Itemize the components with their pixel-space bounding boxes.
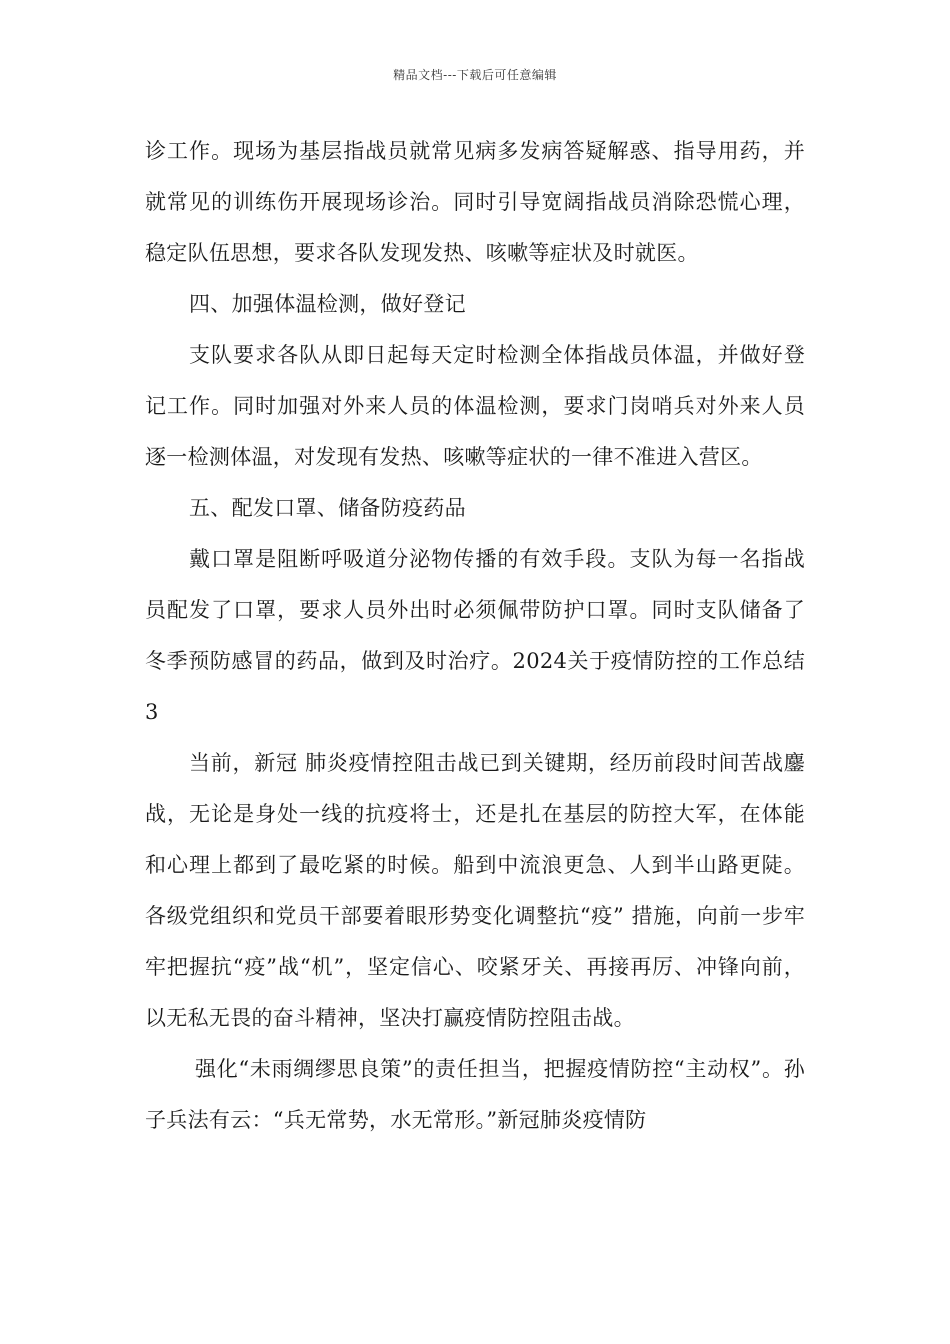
paragraph-temperature-check: 支队要求各队从即日起每天定时检测全体指战员体温，并做好登记工作。同时加强对外来人员的体温检测，要求门岗哨兵对外来人员逐一检测体温，对发现有发热、咳嗽等症状的一律不准进入营区。	[145, 343, 805, 469]
section-heading-4: 四、加强体温检测，做好登记	[189, 292, 466, 316]
paragraph-current-situation: 当前，新冠 肺炎疫情控阻击战已到关键期，经历前段时间苦战鏖战，无论是身处一线的抗疫将士，还是扎在基层的防控大军，在体能和心理上都到了最吃紧的时候。船到中流浪更急、人到半山路更陡。各级党组织和党员干部要着眼形势变化调整抗“疫” 措施，向前一步牢牢把握抗“疫”战“机”，坚定信心、咬紧牙关、再接再厉、冲锋向前，以无私无畏的奋斗精神，坚决打赢疫情防控阻击战。	[145, 751, 805, 1030]
document-body	[145, 126, 805, 1146]
paragraph-continuation: 诊工作。现场为基层指战员就常见病多发病答疑解惑、指导用药，并就常见的训练伤开展现场诊治。同时引导宽阔指战员消除恐慌心理，稳定队伍思想，要求各队发现发热、咳嗽等症状及时就医。	[145, 139, 805, 265]
page-header: 精品文档---下载后可任意编辑	[393, 68, 557, 82]
section-heading-5: 五、配发口罩、储备防疫药品	[189, 496, 466, 520]
paragraph-masks: 戴口罩是阻断呼吸道分泌物传播的有效手段。支队为每一名指战员配发了口罩，要求人员外出时必须佩带防护口罩。同时支队储备了冬季预防感冒的药品，做到及时治疗。2024关于疫情防控的工作总结3	[145, 547, 805, 724]
paragraph-responsibility: 强化“未雨绸缪思良策”的责任担当，把握疫情防控“主动权”。孙子兵法有云：“兵无常势，水无常形。”新冠肺炎疫情防	[145, 1057, 805, 1132]
